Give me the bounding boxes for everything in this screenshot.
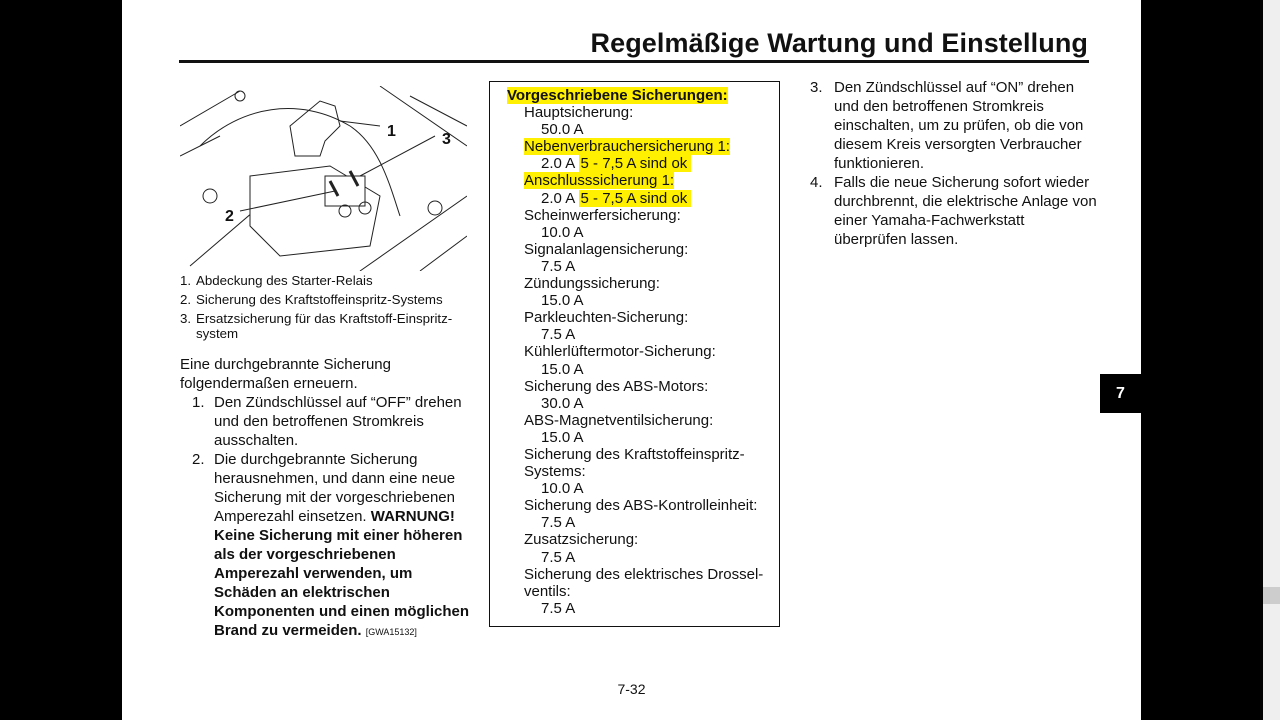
callout-3: 3 xyxy=(442,131,451,148)
page-title: Regelmäßige Wartung und Einstellung xyxy=(590,28,1088,58)
fuse-value-row xyxy=(507,326,763,343)
step-2 xyxy=(192,450,470,642)
caption-text: Sicherung des Kraftstoffeinspritz-Systems xyxy=(196,291,443,307)
fuse-value-row xyxy=(507,190,763,207)
step-3 xyxy=(810,78,1100,173)
caption-item xyxy=(180,272,480,291)
warning-code: [GWA15132] xyxy=(365,627,417,637)
step-number: 2. xyxy=(192,451,205,468)
fuse-label xyxy=(507,172,763,189)
caption-item xyxy=(180,291,480,310)
fuse-value-row xyxy=(507,395,763,412)
fuse-value: 15.0 A xyxy=(541,360,584,378)
fuse-label-text: Sicherung des ABS-Kontrolleinheit: xyxy=(524,497,758,515)
fuse-label-text: Signalanlagensicherung: xyxy=(524,240,689,258)
fuse-note: 5 - 7,5 A sind ok xyxy=(579,155,692,172)
fuse-label xyxy=(507,241,763,258)
document-page xyxy=(122,0,1141,720)
step-number: 4. xyxy=(810,174,823,191)
fuse-value-row xyxy=(507,292,763,309)
page-number: 7-32 xyxy=(617,681,646,697)
fuse-label xyxy=(507,207,763,224)
fuse-label-text: Anschlusssicherung 1: xyxy=(524,172,675,190)
caption-text: Abdeckung des Starter-Relais xyxy=(196,273,373,288)
fuse-value-row xyxy=(507,121,763,138)
fuse-label-text: Parkleuchten-Sicherung: xyxy=(524,309,689,327)
fuse-value: 7.5 A xyxy=(541,514,576,532)
fuse-label xyxy=(507,104,763,121)
fuse-heading xyxy=(507,87,763,104)
fuse-value-row xyxy=(507,514,763,531)
fuse-label xyxy=(507,138,763,155)
fuse-value-row xyxy=(507,480,763,497)
fuse-value: 2.0 A xyxy=(541,155,575,173)
step-number: 1. xyxy=(192,394,205,411)
fuse-label-cont: ventils: xyxy=(524,582,571,600)
fuse-value-row xyxy=(507,600,763,617)
fuse-spec-box xyxy=(489,81,780,627)
fuse-value: 15.0 A xyxy=(541,428,584,446)
right-column xyxy=(810,78,1100,249)
fuse-value-row xyxy=(507,361,763,378)
fuse-label-cont: Systems: xyxy=(524,463,586,481)
fuse-label-text: Zündungssicherung: xyxy=(524,275,660,293)
fuse-label xyxy=(507,497,763,514)
fuse-heading-text: Vorgeschriebene Sicherungen: xyxy=(507,87,728,104)
fuse-label xyxy=(507,566,763,583)
chapter-tab: 7 xyxy=(1100,374,1141,413)
fuse-label xyxy=(507,446,763,463)
fuse-value: 7.5 A xyxy=(541,599,576,617)
fuse-label-text: ABS-Magnetventilsicherung: xyxy=(524,411,714,429)
vertical-scrollbar[interactable] xyxy=(1263,0,1280,720)
fuse-value: 7.5 A xyxy=(541,326,576,344)
step-text: Falls die neue Sicherung sofort wieder durchbrennt, die elektrische Anlage von einer Yamaha-Fachwerkstatt überprüfen lassen. xyxy=(834,174,1097,248)
caption-item xyxy=(180,311,480,341)
fuse-label xyxy=(507,531,763,548)
fuse-value: 10.0 A xyxy=(541,480,584,498)
fuse-value: 50.0 A xyxy=(541,121,584,139)
fuse-label-text: Zusatzsicherung: xyxy=(524,531,639,549)
fuse-value: 7.5 A xyxy=(541,548,576,566)
step-4 xyxy=(810,173,1100,249)
fuse-value: 15.0 A xyxy=(541,292,584,310)
figure-captions xyxy=(180,272,480,341)
scrollbar-thumb[interactable] xyxy=(1263,587,1280,604)
fuse-label xyxy=(507,275,763,292)
fuse-value-row xyxy=(507,155,763,172)
fuse-value-row xyxy=(507,429,763,446)
left-column xyxy=(180,355,470,642)
fuse-value: 10.0 A xyxy=(541,223,584,241)
intro-paragraph: Eine durchgebrannte Sicherung folgendermaßen erneuern. xyxy=(180,356,391,392)
warning-text: WARNUNG! Keine Sicherung mit einer höheren als der vorgeschriebenen Amperezahl verwenden, um Schäden an elektrischen Komponenten und einen möglichen Brand zu vermeiden. xyxy=(214,508,469,639)
fuse-label-text: Kühlerlüftermotor-Sicherung: xyxy=(524,343,716,361)
fuse-value: 30.0 A xyxy=(541,394,584,412)
callout-2: 2 xyxy=(225,208,234,225)
step-text: Die durchgebrannte Sicherung herausnehmen, und dann eine neue Sicherung mit der vorgeschriebenen Amperezahl einsetzen. xyxy=(214,451,456,525)
step-text: Den Zündschlüssel auf “ON” drehen und den betroffenen Stromkreis einschalten, um zu prüfen, ob die von diesem Kreis versorgten Verbraucher funktionieren. xyxy=(834,79,1084,172)
fuse-label-text: Nebenverbrauchersicherung 1: xyxy=(524,138,730,156)
fuse-note: 5 - 7,5 A sind ok xyxy=(579,190,692,207)
fuse-value: 7.5 A xyxy=(541,257,576,275)
fuse-label xyxy=(507,378,763,395)
fuse-value-row xyxy=(507,258,763,275)
fuse-label-text: Sicherung des ABS-Motors: xyxy=(524,377,709,395)
fuse-value-row xyxy=(507,549,763,566)
fuse-label xyxy=(507,309,763,326)
starter-relay-illustration xyxy=(180,86,467,271)
step-number: 3. xyxy=(810,79,823,96)
caption-number: 2. xyxy=(180,291,192,307)
fuse-label-text: Sicherung des Kraftstoffeinspritz- xyxy=(524,445,745,463)
fuse-label-text: Sicherung des elektrisches Drossel- xyxy=(524,565,764,583)
fuse-label-text: Hauptsicherung: xyxy=(524,104,634,122)
fuse-label-text: Scheinwerfersicherung: xyxy=(524,206,681,224)
caption-text: Ersatzsicherung für das Kraftstoff-Einspritz-system xyxy=(196,311,453,341)
callout-1: 1 xyxy=(387,123,396,140)
step-text: Den Zündschlüssel auf “OFF” drehen und den betroffenen Stromkreis ausschalten. xyxy=(214,394,462,449)
fuse-value: 2.0 A xyxy=(541,189,575,207)
caption-number: 3. xyxy=(180,311,192,326)
fuse-label xyxy=(507,343,763,360)
title-rule xyxy=(179,60,1089,63)
fuse-value-row xyxy=(507,224,763,241)
caption-number: 1. xyxy=(180,273,192,288)
step-1 xyxy=(192,393,470,450)
fuse-label xyxy=(507,412,763,429)
